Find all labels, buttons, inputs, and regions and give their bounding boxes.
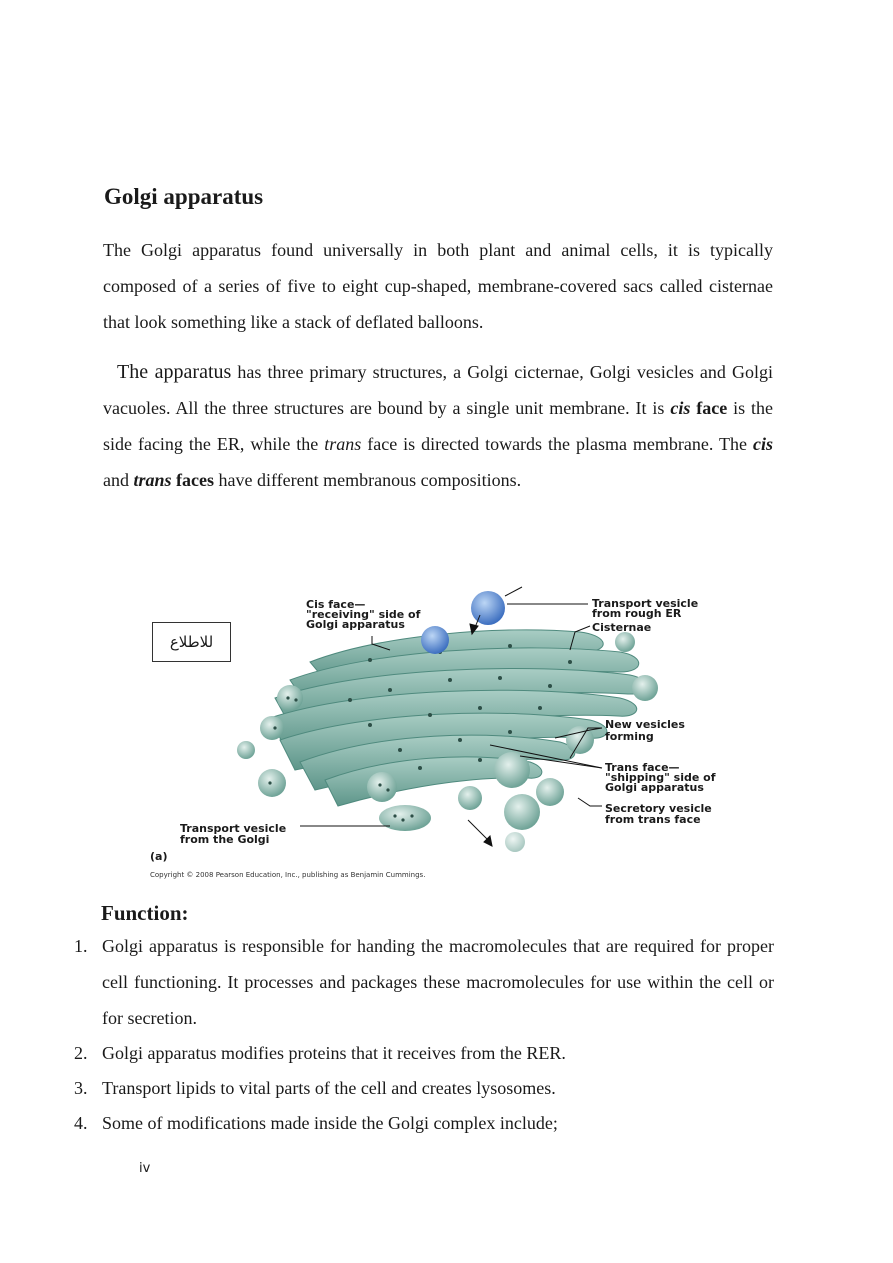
label-transport-er-1: Transport vesicle: [592, 597, 699, 610]
para2-text-3: face is directed towards the plasma membrane. The: [361, 434, 753, 454]
label-new-vesicles-1: New vesicles: [605, 718, 685, 731]
label-transport-golgi-1: Transport vesicle: [180, 822, 287, 835]
label-new-vesicles-2: forming: [605, 730, 654, 743]
cis-face-term: cis: [670, 398, 691, 418]
list-item-text: Transport lipids to vital parts of the cell and creates lysosomes.: [102, 1078, 556, 1098]
list-item: [74, 1106, 774, 1141]
list-item-text: Golgi apparatus modifies proteins that it receives from the RER.: [102, 1043, 566, 1063]
label-transport-golgi-2: from the Golgi: [180, 833, 270, 846]
label-cisternae: Cisternae: [592, 621, 652, 634]
structure-paragraph: [103, 354, 773, 498]
face-word: face: [690, 398, 728, 418]
para2-text-4: have different membranous compositions.: [214, 470, 522, 490]
list-item-text: Golgi apparatus is responsible for handing the macromolecules that are required for proper cell functioning. It processes and packages these macromolecules for use within the cell or for secretion.: [102, 936, 774, 1028]
label-cis-face-3: Golgi apparatus: [306, 618, 405, 631]
function-list: [74, 928, 774, 1141]
label-secretory-2: from trans face: [605, 813, 701, 826]
para2-text-1: has three primary structures, a Golgi cicternae, Golgi vesicles and Golgi vacuoles. All the three structures are bound by a single unit membrane. It is: [103, 362, 773, 418]
para2-lead: The apparatus: [117, 361, 232, 383]
trans-term-2: trans: [133, 470, 172, 490]
intro-paragraph: The Golgi apparatus found universally in both plant and animal cells, it is typically composed of a series of five to eight cup-shaped, membrane-covered sacs called cisternae that look something like a stack of deflated balloons.: [103, 240, 773, 332]
review-stamp: للاطلاع: [152, 622, 231, 662]
page-number: iv: [139, 1161, 151, 1176]
list-item-number: 3.: [74, 1078, 88, 1098]
label-panel: (a): [150, 850, 168, 863]
label-cis-face-2: "receiving" side of: [306, 608, 421, 621]
list-item-number: 4.: [74, 1113, 88, 1133]
label-secretory-1: Secretory vesicle: [605, 802, 712, 815]
list-item: [74, 1071, 774, 1106]
label-cis-face-1: Cis face—: [306, 598, 366, 611]
label-trans-face-1: Trans face—: [605, 761, 680, 774]
list-item-number: 1.: [74, 936, 88, 956]
golgi-cisternae-stack: [270, 630, 647, 806]
label-trans-face-3: Golgi apparatus: [605, 781, 704, 794]
function-heading: Function:: [101, 901, 189, 925]
trans-term: trans: [324, 434, 362, 454]
section-heading: Golgi apparatus: [104, 184, 264, 209]
cis-vesicle: [421, 626, 449, 654]
golgi-transport-vesicle: [379, 805, 431, 831]
label-trans-face-2: "shipping" side of: [605, 771, 716, 784]
list-item-text: Some of modifications made inside the Golgi complex include;: [102, 1113, 558, 1133]
cis-term: cis: [752, 434, 773, 454]
list-item: [74, 1036, 774, 1071]
list-item: [74, 928, 774, 1036]
label-transport-er-2: from rough ER: [592, 607, 682, 620]
figure-copyright: Copyright © 2008 Pearson Education, Inc., publishing as Benjamin Cummings.: [150, 871, 426, 879]
list-item-number: 2.: [74, 1043, 88, 1063]
para2-text-2: is the side facing the ER, while the: [103, 398, 773, 454]
faces-word: faces: [171, 470, 215, 490]
er-transport-vesicle: [471, 591, 505, 625]
golgi-figure: [150, 580, 720, 880]
and-word: and: [103, 470, 134, 490]
